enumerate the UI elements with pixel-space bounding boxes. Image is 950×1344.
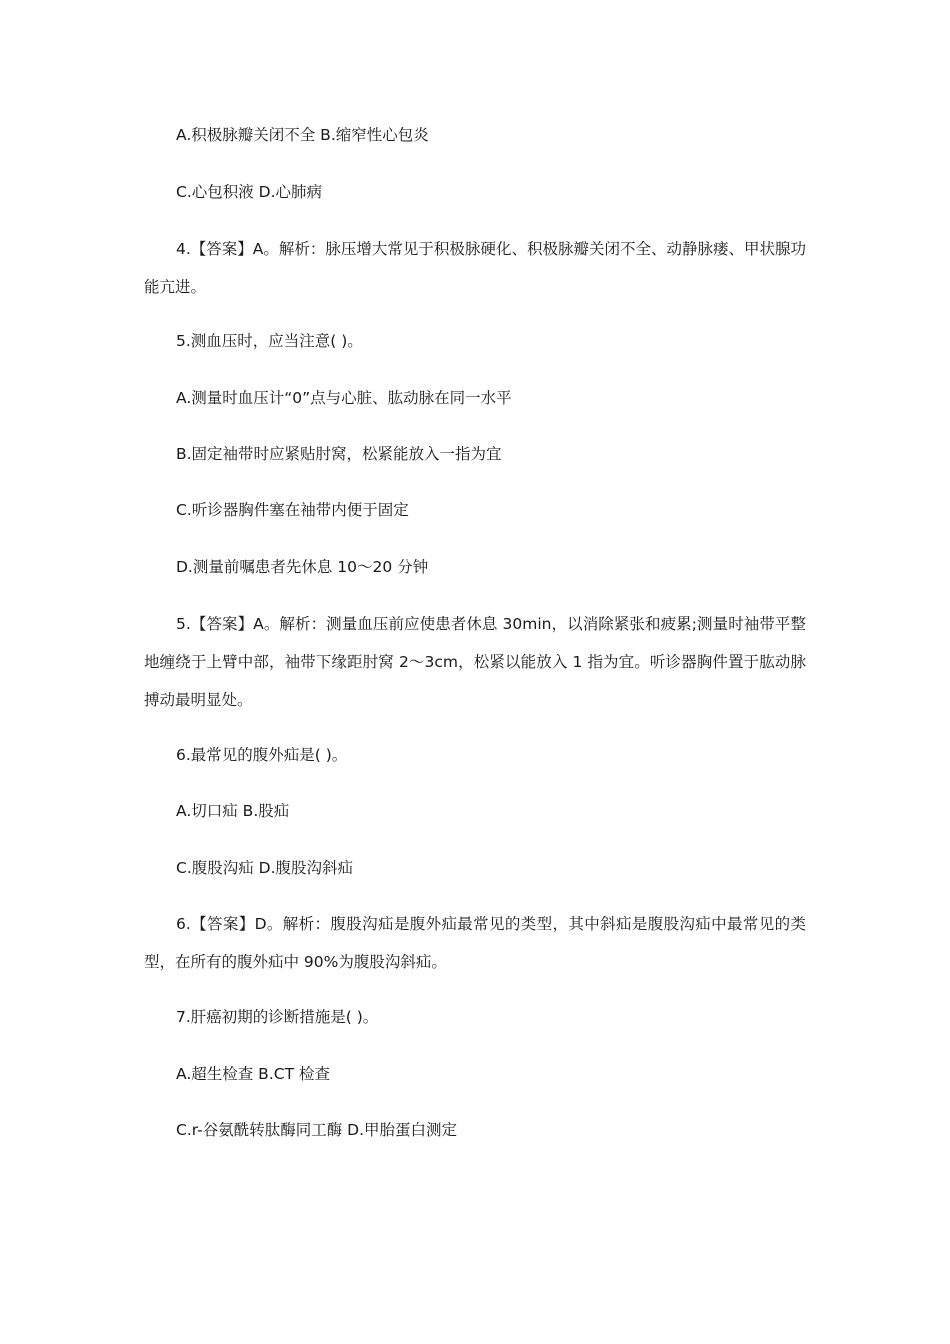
option-line: C.r-谷氨酰转肽酶同工酶 D.甲胎蛋白测定 — [176, 1121, 458, 1139]
answer-paragraph: 6.【答案】D。解析：腹股沟疝是腹外疝最常见的类型，其中斜疝是腹股沟疝中最常见的类型，在所有的腹外疝中 90%为腹股沟斜疝。 — [144, 915, 806, 971]
option-line: C.听诊器胸件塞在袖带内便于固定 — [176, 501, 409, 519]
option-line: B.固定袖带时应紧贴肘窝，松紧能放入一指为宜 — [176, 445, 502, 463]
option-line: C.心包积液 D.心肺病 — [176, 183, 323, 201]
option-line: A.切口疝 B.股疝 — [176, 802, 290, 820]
question-line: 7.肝癌初期的诊断措施是( )。 — [176, 1008, 379, 1026]
option-line: A.超生检查 B.CT 检查 — [176, 1065, 330, 1083]
option-line: A.测量时血压计“0”点与心脏、肱动脉在同一水平 — [176, 389, 512, 407]
answer-paragraph: 4.【答案】A。解析：脉压增大常见于积极脉硬化、积极脉瓣关闭不全、动静脉瘘、甲状腺功能亢进。 — [144, 240, 806, 296]
question-line: 5.测血压时，应当注意( )。 — [176, 332, 363, 350]
option-line: A.积极脉瓣关闭不全 B.缩窄性心包炎 — [176, 126, 429, 144]
answer-paragraph: 5.【答案】A。解析：测量血压前应使患者休息 30min，以消除紧张和疲累;测量时袖带平整地缠绕于上臂中部，袖带下缘距肘窝 2～3cm，松紧以能放入 1 指为宜。听诊器胸件置于肱动脉搏动最明显处。 — [144, 615, 806, 709]
option-line: C.腹股沟疝 D.腹股沟斜疝 — [176, 859, 354, 877]
question-line: 6.最常见的腹外疝是( )。 — [176, 746, 348, 764]
option-line: D.测量前嘱患者先休息 10～20 分钟 — [176, 558, 429, 576]
